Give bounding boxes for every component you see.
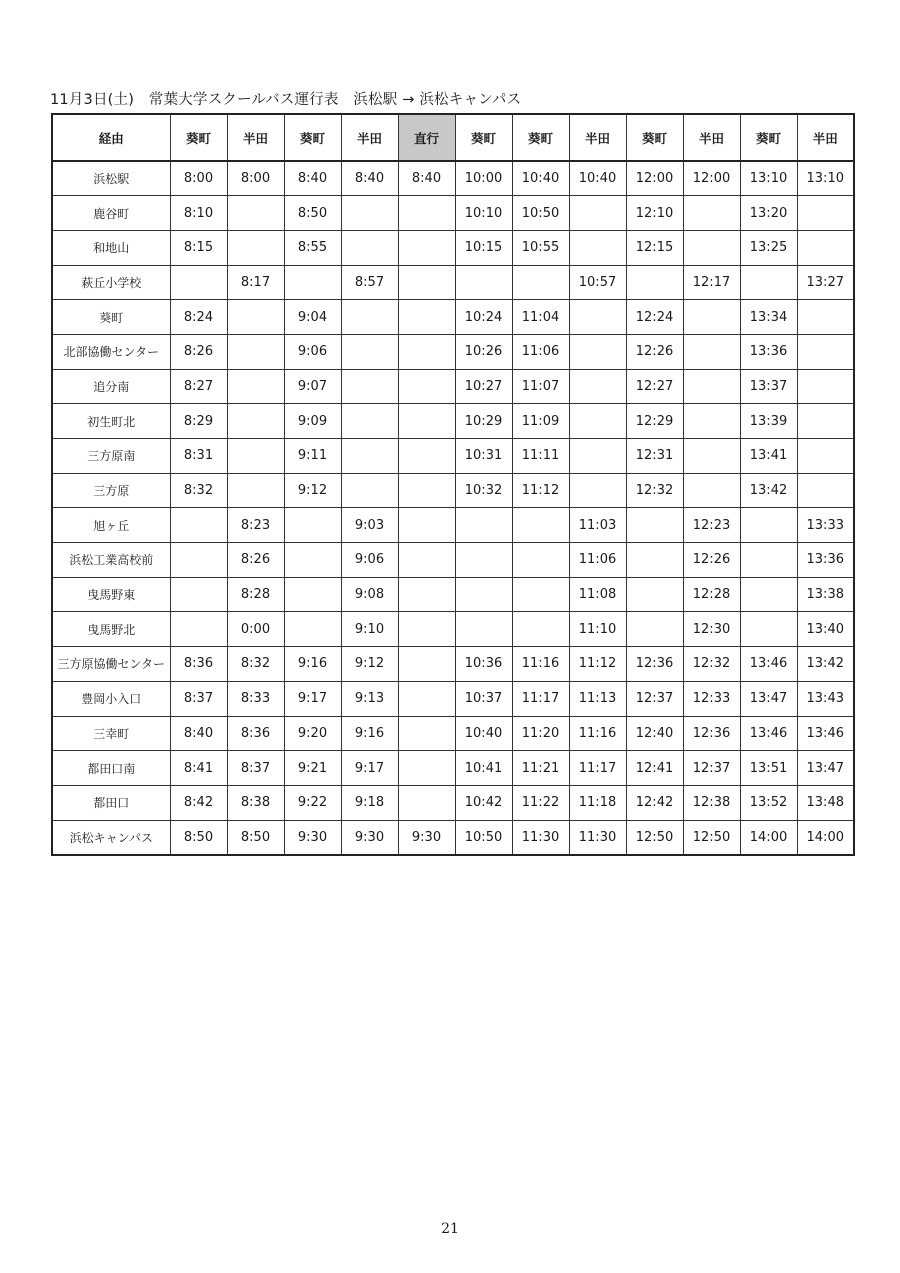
departure-time: 13:25 bbox=[740, 230, 797, 265]
departure-time: 12:29 bbox=[626, 404, 683, 439]
departure-time: 13:36 bbox=[740, 334, 797, 369]
departure-time bbox=[398, 716, 455, 751]
departure-time: 13:40 bbox=[797, 612, 854, 647]
departure-time: 11:16 bbox=[569, 716, 626, 751]
departure-time: 9:07 bbox=[284, 369, 341, 404]
departure-time: 10:40 bbox=[455, 716, 512, 751]
departure-time bbox=[341, 300, 398, 335]
departure-time bbox=[512, 577, 569, 612]
departure-time: 13:46 bbox=[740, 647, 797, 682]
departure-time bbox=[227, 369, 284, 404]
departure-time: 12:27 bbox=[626, 369, 683, 404]
stop-name: 浜松キャンパス bbox=[52, 820, 170, 855]
departure-time bbox=[797, 334, 854, 369]
departure-time: 10:32 bbox=[455, 473, 512, 508]
departure-time: 12:30 bbox=[683, 612, 740, 647]
departure-time: 0:00 bbox=[227, 612, 284, 647]
departure-time bbox=[227, 300, 284, 335]
departure-time: 12:32 bbox=[626, 473, 683, 508]
departure-time: 13:36 bbox=[797, 543, 854, 578]
departure-time bbox=[569, 473, 626, 508]
departure-time: 8:32 bbox=[170, 473, 227, 508]
departure-time: 11:11 bbox=[512, 439, 569, 474]
departure-time bbox=[626, 265, 683, 300]
departure-time: 12:41 bbox=[626, 751, 683, 786]
departure-time bbox=[170, 543, 227, 578]
departure-time: 12:37 bbox=[683, 751, 740, 786]
departure-time: 13:47 bbox=[740, 681, 797, 716]
departure-time bbox=[398, 647, 455, 682]
departure-time: 12:28 bbox=[683, 577, 740, 612]
departure-time bbox=[455, 543, 512, 578]
departure-time: 8:40 bbox=[170, 716, 227, 751]
departure-time: 13:10 bbox=[740, 161, 797, 196]
departure-time: 8:50 bbox=[284, 196, 341, 231]
stop-name: 都田口 bbox=[52, 785, 170, 820]
table-row bbox=[52, 785, 854, 820]
departure-time: 12:36 bbox=[683, 716, 740, 751]
departure-time bbox=[398, 439, 455, 474]
departure-time: 10:57 bbox=[569, 265, 626, 300]
departure-time: 12:32 bbox=[683, 647, 740, 682]
departure-time: 13:33 bbox=[797, 508, 854, 543]
departure-time bbox=[626, 543, 683, 578]
departure-time: 11:12 bbox=[569, 647, 626, 682]
departure-time: 13:42 bbox=[740, 473, 797, 508]
departure-time: 8:42 bbox=[170, 785, 227, 820]
departure-time bbox=[683, 369, 740, 404]
departure-time: 11:22 bbox=[512, 785, 569, 820]
departure-time: 10:00 bbox=[455, 161, 512, 196]
departure-time: 12:00 bbox=[683, 161, 740, 196]
route-header: 半田 bbox=[797, 114, 854, 161]
header-row bbox=[52, 114, 854, 161]
departure-time: 12:26 bbox=[626, 334, 683, 369]
departure-time: 8:28 bbox=[227, 577, 284, 612]
stop-name: 都田口南 bbox=[52, 751, 170, 786]
departure-time: 8:26 bbox=[170, 334, 227, 369]
departure-time bbox=[284, 543, 341, 578]
departure-time: 9:17 bbox=[341, 751, 398, 786]
route-header: 直行 bbox=[398, 114, 455, 161]
departure-time bbox=[398, 681, 455, 716]
departure-time bbox=[512, 508, 569, 543]
departure-time: 11:17 bbox=[569, 751, 626, 786]
departure-time: 10:50 bbox=[455, 820, 512, 855]
departure-time: 12:23 bbox=[683, 508, 740, 543]
departure-time bbox=[170, 612, 227, 647]
departure-time: 10:31 bbox=[455, 439, 512, 474]
departure-time: 13:48 bbox=[797, 785, 854, 820]
departure-time bbox=[341, 230, 398, 265]
route-header: 葵町 bbox=[455, 114, 512, 161]
departure-time bbox=[569, 300, 626, 335]
departure-time: 12:10 bbox=[626, 196, 683, 231]
departure-time bbox=[284, 265, 341, 300]
departure-time bbox=[170, 577, 227, 612]
departure-time: 9:30 bbox=[341, 820, 398, 855]
departure-time: 9:16 bbox=[284, 647, 341, 682]
departure-time: 11:06 bbox=[569, 543, 626, 578]
route-header: 葵町 bbox=[740, 114, 797, 161]
departure-time: 8:15 bbox=[170, 230, 227, 265]
departure-time: 10:29 bbox=[455, 404, 512, 439]
departure-time: 8:00 bbox=[227, 161, 284, 196]
departure-time: 12:40 bbox=[626, 716, 683, 751]
table-row bbox=[52, 820, 854, 855]
departure-time: 12:50 bbox=[626, 820, 683, 855]
stop-name: 曳馬野北 bbox=[52, 612, 170, 647]
departure-time: 12:50 bbox=[683, 820, 740, 855]
departure-time: 8:50 bbox=[170, 820, 227, 855]
departure-time bbox=[569, 369, 626, 404]
departure-time: 13:51 bbox=[740, 751, 797, 786]
table-row bbox=[52, 612, 854, 647]
departure-time: 9:22 bbox=[284, 785, 341, 820]
departure-time: 11:08 bbox=[569, 577, 626, 612]
departure-time bbox=[569, 334, 626, 369]
departure-time bbox=[227, 230, 284, 265]
departure-time: 12:42 bbox=[626, 785, 683, 820]
departure-time: 13:41 bbox=[740, 439, 797, 474]
departure-time: 13:37 bbox=[740, 369, 797, 404]
departure-time: 13:20 bbox=[740, 196, 797, 231]
stop-name: 初生町北 bbox=[52, 404, 170, 439]
departure-time bbox=[398, 577, 455, 612]
departure-time: 13:10 bbox=[797, 161, 854, 196]
departure-time: 9:20 bbox=[284, 716, 341, 751]
departure-time: 9:12 bbox=[284, 473, 341, 508]
departure-time bbox=[341, 404, 398, 439]
table-row bbox=[52, 508, 854, 543]
table-row bbox=[52, 265, 854, 300]
departure-time: 8:26 bbox=[227, 543, 284, 578]
departure-time bbox=[683, 300, 740, 335]
departure-time bbox=[398, 543, 455, 578]
departure-time bbox=[398, 230, 455, 265]
departure-time bbox=[740, 543, 797, 578]
departure-time: 13:43 bbox=[797, 681, 854, 716]
timetable-header bbox=[52, 114, 854, 161]
route-header: 葵町 bbox=[284, 114, 341, 161]
departure-time: 12:31 bbox=[626, 439, 683, 474]
departure-time: 13:34 bbox=[740, 300, 797, 335]
departure-time: 8:37 bbox=[170, 681, 227, 716]
table-row bbox=[52, 300, 854, 335]
departure-time: 8:37 bbox=[227, 751, 284, 786]
departure-time: 8:40 bbox=[341, 161, 398, 196]
route-header: 半田 bbox=[227, 114, 284, 161]
departure-time: 8:40 bbox=[398, 161, 455, 196]
departure-time bbox=[740, 265, 797, 300]
table-row bbox=[52, 161, 854, 196]
stop-name: 三方原協働センター bbox=[52, 647, 170, 682]
stop-name: 曳馬野東 bbox=[52, 577, 170, 612]
stop-name: 三幸町 bbox=[52, 716, 170, 751]
departure-time: 13:52 bbox=[740, 785, 797, 820]
departure-time: 9:17 bbox=[284, 681, 341, 716]
departure-time: 10:37 bbox=[455, 681, 512, 716]
departure-time: 13:47 bbox=[797, 751, 854, 786]
departure-time: 13:38 bbox=[797, 577, 854, 612]
departure-time bbox=[569, 439, 626, 474]
departure-time: 13:46 bbox=[797, 716, 854, 751]
departure-time: 13:39 bbox=[740, 404, 797, 439]
departure-time: 11:21 bbox=[512, 751, 569, 786]
bus-timetable bbox=[51, 113, 855, 856]
departure-time bbox=[797, 404, 854, 439]
departure-time: 11:18 bbox=[569, 785, 626, 820]
departure-time bbox=[569, 230, 626, 265]
departure-time bbox=[683, 439, 740, 474]
departure-time: 8:41 bbox=[170, 751, 227, 786]
departure-time: 13:27 bbox=[797, 265, 854, 300]
departure-time bbox=[398, 334, 455, 369]
departure-time: 8:32 bbox=[227, 647, 284, 682]
departure-time: 9:03 bbox=[341, 508, 398, 543]
table-row bbox=[52, 196, 854, 231]
departure-time bbox=[398, 196, 455, 231]
departure-time: 8:10 bbox=[170, 196, 227, 231]
stop-name: 葵町 bbox=[52, 300, 170, 335]
table-row bbox=[52, 230, 854, 265]
departure-time bbox=[170, 265, 227, 300]
departure-time: 14:00 bbox=[740, 820, 797, 855]
departure-time bbox=[227, 473, 284, 508]
departure-time: 11:30 bbox=[569, 820, 626, 855]
departure-time: 10:42 bbox=[455, 785, 512, 820]
table-row bbox=[52, 334, 854, 369]
departure-time bbox=[683, 230, 740, 265]
departure-time: 10:40 bbox=[512, 161, 569, 196]
departure-time bbox=[797, 369, 854, 404]
departure-time: 12:15 bbox=[626, 230, 683, 265]
table-row bbox=[52, 647, 854, 682]
departure-time bbox=[398, 612, 455, 647]
stop-name: 北部協働センター bbox=[52, 334, 170, 369]
departure-time: 12:26 bbox=[683, 543, 740, 578]
departure-time: 8:50 bbox=[227, 820, 284, 855]
departure-time: 12:17 bbox=[683, 265, 740, 300]
departure-time bbox=[683, 196, 740, 231]
departure-time bbox=[797, 439, 854, 474]
departure-time: 11:30 bbox=[512, 820, 569, 855]
departure-time bbox=[341, 369, 398, 404]
departure-time bbox=[398, 404, 455, 439]
departure-time bbox=[626, 612, 683, 647]
departure-time bbox=[284, 577, 341, 612]
departure-time: 8:17 bbox=[227, 265, 284, 300]
departure-time bbox=[170, 508, 227, 543]
departure-time: 13:42 bbox=[797, 647, 854, 682]
departure-time: 10:55 bbox=[512, 230, 569, 265]
timetable-body bbox=[52, 161, 854, 855]
departure-time: 8:00 bbox=[170, 161, 227, 196]
route-header: 葵町 bbox=[626, 114, 683, 161]
departure-time: 8:36 bbox=[170, 647, 227, 682]
departure-time bbox=[398, 508, 455, 543]
stop-column-header: 経由 bbox=[52, 114, 170, 161]
departure-time: 11:20 bbox=[512, 716, 569, 751]
departure-time: 8:40 bbox=[284, 161, 341, 196]
departure-time: 11:04 bbox=[512, 300, 569, 335]
departure-time: 9:06 bbox=[284, 334, 341, 369]
departure-time bbox=[227, 439, 284, 474]
departure-time bbox=[341, 196, 398, 231]
departure-time bbox=[398, 785, 455, 820]
departure-time bbox=[569, 196, 626, 231]
table-row bbox=[52, 716, 854, 751]
table-row bbox=[52, 439, 854, 474]
departure-time: 11:16 bbox=[512, 647, 569, 682]
departure-time: 8:31 bbox=[170, 439, 227, 474]
departure-time bbox=[398, 265, 455, 300]
departure-time: 9:09 bbox=[284, 404, 341, 439]
departure-time bbox=[455, 577, 512, 612]
departure-time: 8:55 bbox=[284, 230, 341, 265]
departure-time: 8:36 bbox=[227, 716, 284, 751]
stop-name: 和地山 bbox=[52, 230, 170, 265]
stop-name: 萩丘小学校 bbox=[52, 265, 170, 300]
departure-time: 8:57 bbox=[341, 265, 398, 300]
departure-time: 9:30 bbox=[284, 820, 341, 855]
departure-time bbox=[398, 369, 455, 404]
departure-time: 10:15 bbox=[455, 230, 512, 265]
departure-time: 10:26 bbox=[455, 334, 512, 369]
route-header: 半田 bbox=[683, 114, 740, 161]
departure-time: 11:09 bbox=[512, 404, 569, 439]
departure-time bbox=[512, 543, 569, 578]
departure-time: 12:37 bbox=[626, 681, 683, 716]
departure-time: 11:06 bbox=[512, 334, 569, 369]
departure-time bbox=[797, 230, 854, 265]
departure-time bbox=[626, 508, 683, 543]
departure-time: 10:50 bbox=[512, 196, 569, 231]
departure-time: 14:00 bbox=[797, 820, 854, 855]
departure-time bbox=[569, 404, 626, 439]
departure-time bbox=[455, 612, 512, 647]
departure-time: 11:10 bbox=[569, 612, 626, 647]
stop-name: 旭ヶ丘 bbox=[52, 508, 170, 543]
departure-time bbox=[797, 300, 854, 335]
departure-time: 11:03 bbox=[569, 508, 626, 543]
departure-time bbox=[683, 334, 740, 369]
departure-time: 10:36 bbox=[455, 647, 512, 682]
departure-time: 10:41 bbox=[455, 751, 512, 786]
table-row bbox=[52, 751, 854, 786]
stop-name: 浜松工業高校前 bbox=[52, 543, 170, 578]
departure-time: 12:24 bbox=[626, 300, 683, 335]
stop-name: 三方原南 bbox=[52, 439, 170, 474]
departure-time: 8:27 bbox=[170, 369, 227, 404]
departure-time bbox=[455, 508, 512, 543]
departure-time: 9:04 bbox=[284, 300, 341, 335]
departure-time: 12:36 bbox=[626, 647, 683, 682]
table-row bbox=[52, 577, 854, 612]
stop-name: 三方原 bbox=[52, 473, 170, 508]
departure-time: 9:18 bbox=[341, 785, 398, 820]
departure-time bbox=[398, 751, 455, 786]
departure-time: 10:40 bbox=[569, 161, 626, 196]
departure-time bbox=[626, 577, 683, 612]
stop-name: 豊岡小入口 bbox=[52, 681, 170, 716]
page-number: 21 bbox=[441, 1221, 459, 1237]
departure-time bbox=[227, 404, 284, 439]
departure-time: 9:11 bbox=[284, 439, 341, 474]
departure-time bbox=[227, 196, 284, 231]
departure-time: 9:30 bbox=[398, 820, 455, 855]
departure-time: 12:33 bbox=[683, 681, 740, 716]
departure-time: 12:00 bbox=[626, 161, 683, 196]
departure-time bbox=[740, 577, 797, 612]
route-header: 半田 bbox=[341, 114, 398, 161]
departure-time: 8:38 bbox=[227, 785, 284, 820]
table-row bbox=[52, 404, 854, 439]
departure-time bbox=[341, 439, 398, 474]
departure-time: 8:23 bbox=[227, 508, 284, 543]
departure-time: 11:17 bbox=[512, 681, 569, 716]
departure-time: 10:24 bbox=[455, 300, 512, 335]
table-row bbox=[52, 369, 854, 404]
departure-time bbox=[284, 612, 341, 647]
departure-time: 9:10 bbox=[341, 612, 398, 647]
departure-time: 8:29 bbox=[170, 404, 227, 439]
departure-time: 12:38 bbox=[683, 785, 740, 820]
departure-time: 8:33 bbox=[227, 681, 284, 716]
departure-time bbox=[512, 612, 569, 647]
departure-time bbox=[341, 334, 398, 369]
table-row bbox=[52, 543, 854, 578]
departure-time: 11:13 bbox=[569, 681, 626, 716]
departure-time bbox=[797, 196, 854, 231]
departure-time: 9:13 bbox=[341, 681, 398, 716]
stop-name: 追分南 bbox=[52, 369, 170, 404]
departure-time bbox=[455, 265, 512, 300]
table-row bbox=[52, 473, 854, 508]
table-row bbox=[52, 681, 854, 716]
page-title: 11月3日(土) 常葉大学スクールバス運行表 浜松駅 → 浜松キャンパス bbox=[50, 92, 522, 108]
route-header: 葵町 bbox=[512, 114, 569, 161]
departure-time bbox=[683, 404, 740, 439]
departure-time: 10:10 bbox=[455, 196, 512, 231]
departure-time bbox=[683, 473, 740, 508]
stop-name: 鹿谷町 bbox=[52, 196, 170, 231]
departure-time bbox=[797, 473, 854, 508]
departure-time bbox=[341, 473, 398, 508]
departure-time: 11:07 bbox=[512, 369, 569, 404]
departure-time: 9:08 bbox=[341, 577, 398, 612]
route-header: 半田 bbox=[569, 114, 626, 161]
departure-time bbox=[398, 300, 455, 335]
departure-time: 13:46 bbox=[740, 716, 797, 751]
departure-time bbox=[740, 508, 797, 543]
departure-time: 9:06 bbox=[341, 543, 398, 578]
departure-time bbox=[284, 508, 341, 543]
stop-name: 浜松駅 bbox=[52, 161, 170, 196]
departure-time: 10:27 bbox=[455, 369, 512, 404]
departure-time: 11:12 bbox=[512, 473, 569, 508]
departure-time bbox=[227, 334, 284, 369]
departure-time: 9:12 bbox=[341, 647, 398, 682]
departure-time: 9:16 bbox=[341, 716, 398, 751]
route-header: 葵町 bbox=[170, 114, 227, 161]
departure-time bbox=[740, 612, 797, 647]
departure-time bbox=[398, 473, 455, 508]
departure-time bbox=[512, 265, 569, 300]
departure-time: 8:24 bbox=[170, 300, 227, 335]
departure-time: 9:21 bbox=[284, 751, 341, 786]
